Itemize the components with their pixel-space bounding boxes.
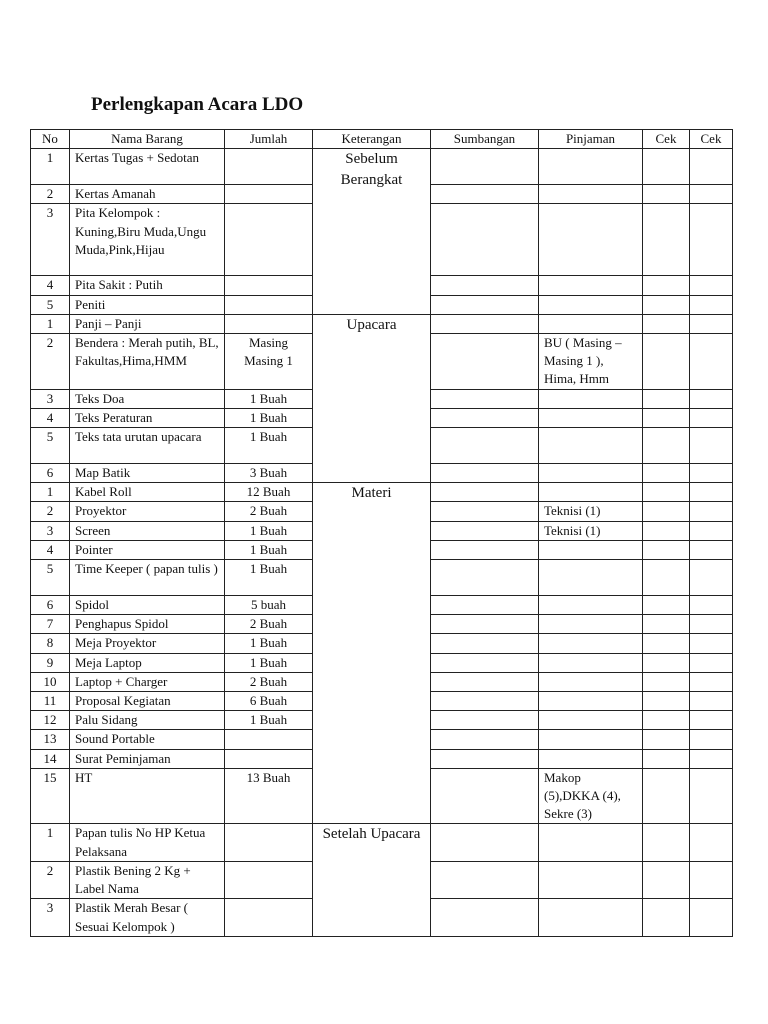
item-loan	[539, 428, 643, 464]
item-name: Kertas Tugas + Sedotan	[70, 149, 225, 185]
item-loan	[539, 204, 643, 276]
item-name: Kertas Amanah	[70, 185, 225, 204]
item-loan	[539, 749, 643, 768]
item-donation	[431, 521, 539, 540]
item-name: Pita Kelompok : Kuning,Biru Muda,Ungu Muda,Pink,Hijau	[70, 204, 225, 276]
check-cell-2	[690, 672, 733, 691]
item-name: Surat Peminjaman	[70, 749, 225, 768]
item-quantity: 1 Buah	[225, 653, 313, 672]
check-cell-1	[643, 711, 690, 730]
item-loan	[539, 899, 643, 936]
item-loan	[539, 634, 643, 653]
item-donation	[431, 560, 539, 596]
header-description: Keterangan	[313, 130, 431, 149]
item-quantity	[225, 295, 313, 314]
item-number: 2	[31, 502, 70, 521]
item-donation	[431, 653, 539, 672]
check-cell-2	[690, 861, 733, 898]
item-donation	[431, 276, 539, 295]
item-donation	[431, 824, 539, 861]
item-name: Palu Sidang	[70, 711, 225, 730]
check-cell-1	[643, 428, 690, 464]
item-quantity: 3 Buah	[225, 464, 313, 483]
item-donation	[431, 672, 539, 691]
check-cell-2	[690, 502, 733, 521]
check-cell-2	[690, 334, 733, 390]
header-loan: Pinjaman	[539, 130, 643, 149]
item-number: 3	[31, 899, 70, 936]
header-no: No	[31, 130, 70, 149]
table-row	[31, 824, 733, 861]
item-quantity: 1 Buah	[225, 634, 313, 653]
item-number: 4	[31, 540, 70, 559]
item-loan	[539, 560, 643, 596]
item-quantity: Masing Masing 1	[225, 334, 313, 390]
item-name: Meja Proyektor	[70, 634, 225, 653]
item-donation	[431, 749, 539, 768]
item-number: 14	[31, 749, 70, 768]
check-cell-2	[690, 596, 733, 615]
item-loan	[539, 276, 643, 295]
item-name: Time Keeper ( papan tulis )	[70, 560, 225, 596]
check-cell-1	[643, 768, 690, 824]
check-cell-2	[690, 483, 733, 502]
check-cell-1	[643, 824, 690, 861]
check-cell-1	[643, 672, 690, 691]
check-cell-1	[643, 692, 690, 711]
item-donation	[431, 408, 539, 427]
check-cell-2	[690, 276, 733, 295]
check-cell-2	[690, 730, 733, 749]
check-cell-1	[643, 389, 690, 408]
check-cell-1	[643, 540, 690, 559]
item-number: 3	[31, 521, 70, 540]
item-loan	[539, 861, 643, 898]
check-cell-2	[690, 768, 733, 824]
check-cell-2	[690, 428, 733, 464]
item-number: 3	[31, 204, 70, 276]
item-loan: Makop (5),DKKA (4), Sekre (3)	[539, 768, 643, 824]
section-label: Materi	[313, 483, 431, 824]
item-name: Teks Doa	[70, 389, 225, 408]
check-cell-1	[643, 730, 690, 749]
item-quantity	[225, 149, 313, 185]
page-title: Perlengkapan Acara LDO	[91, 94, 304, 115]
item-loan	[539, 185, 643, 204]
item-name: Penghapus Spidol	[70, 615, 225, 634]
check-cell-1	[643, 634, 690, 653]
check-cell-2	[690, 653, 733, 672]
item-loan	[539, 692, 643, 711]
item-loan	[539, 295, 643, 314]
item-donation	[431, 730, 539, 749]
item-donation	[431, 314, 539, 333]
item-loan	[539, 711, 643, 730]
item-quantity	[225, 730, 313, 749]
item-name: Plastik Merah Besar ( Sesuai Kelompok )	[70, 899, 225, 936]
item-name: Sound Portable	[70, 730, 225, 749]
item-number: 13	[31, 730, 70, 749]
check-cell-1	[643, 149, 690, 185]
item-name: Screen	[70, 521, 225, 540]
header-quantity: Jumlah	[225, 130, 313, 149]
item-quantity: 2 Buah	[225, 615, 313, 634]
item-name: Kabel Roll	[70, 483, 225, 502]
check-cell-1	[643, 749, 690, 768]
item-quantity: 5 buah	[225, 596, 313, 615]
item-quantity: 1 Buah	[225, 540, 313, 559]
item-loan	[539, 389, 643, 408]
check-cell-2	[690, 560, 733, 596]
item-quantity: 13 Buah	[225, 768, 313, 824]
item-donation	[431, 768, 539, 824]
section-label: Setelah Upacara	[313, 824, 431, 936]
check-cell-2	[690, 408, 733, 427]
check-cell-1	[643, 861, 690, 898]
check-cell-2	[690, 464, 733, 483]
item-name: Meja Laptop	[70, 653, 225, 672]
item-quantity	[225, 314, 313, 333]
check-cell-1	[643, 899, 690, 936]
check-cell-1	[643, 615, 690, 634]
item-donation	[431, 464, 539, 483]
item-donation	[431, 899, 539, 936]
item-donation	[431, 634, 539, 653]
check-cell-1	[643, 314, 690, 333]
check-cell-1	[643, 464, 690, 483]
check-cell-2	[690, 149, 733, 185]
item-donation	[431, 692, 539, 711]
check-cell-2	[690, 615, 733, 634]
check-cell-2	[690, 540, 733, 559]
table-row	[31, 483, 733, 502]
item-quantity: 6 Buah	[225, 692, 313, 711]
item-number: 1	[31, 483, 70, 502]
check-cell-2	[690, 295, 733, 314]
item-number: 5	[31, 295, 70, 314]
item-number: 5	[31, 428, 70, 464]
item-loan	[539, 730, 643, 749]
item-name: Proyektor	[70, 502, 225, 521]
section-label: Sebelum Berangkat	[313, 149, 431, 315]
item-name: Peniti	[70, 295, 225, 314]
item-quantity	[225, 185, 313, 204]
item-donation	[431, 149, 539, 185]
item-donation	[431, 483, 539, 502]
check-cell-2	[690, 185, 733, 204]
item-quantity: 2 Buah	[225, 502, 313, 521]
item-number: 1	[31, 314, 70, 333]
header-donation: Sumbangan	[431, 130, 539, 149]
item-quantity: 1 Buah	[225, 521, 313, 540]
item-name: Plastik Bening 2 Kg + Label Nama	[70, 861, 225, 898]
item-loan	[539, 149, 643, 185]
item-donation	[431, 615, 539, 634]
item-loan: Teknisi (1)	[539, 521, 643, 540]
check-cell-1	[643, 185, 690, 204]
item-number: 12	[31, 711, 70, 730]
item-donation	[431, 540, 539, 559]
header-check-2: Cek	[690, 130, 733, 149]
check-cell-1	[643, 653, 690, 672]
check-cell-1	[643, 502, 690, 521]
item-loan	[539, 314, 643, 333]
check-cell-1	[643, 483, 690, 502]
item-number: 10	[31, 672, 70, 691]
item-loan: Teknisi (1)	[539, 502, 643, 521]
item-number: 9	[31, 653, 70, 672]
item-quantity	[225, 276, 313, 295]
item-name: Pita Sakit : Putih	[70, 276, 225, 295]
check-cell-1	[643, 204, 690, 276]
equipment-table	[30, 129, 733, 937]
item-donation	[431, 334, 539, 390]
item-number: 11	[31, 692, 70, 711]
item-name: Proposal Kegiatan	[70, 692, 225, 711]
item-number: 6	[31, 464, 70, 483]
item-name: Spidol	[70, 596, 225, 615]
check-cell-2	[690, 692, 733, 711]
item-donation	[431, 428, 539, 464]
check-cell-2	[690, 824, 733, 861]
item-donation	[431, 204, 539, 276]
header-check-1: Cek	[643, 130, 690, 149]
check-cell-1	[643, 334, 690, 390]
item-loan	[539, 483, 643, 502]
item-donation	[431, 502, 539, 521]
item-quantity: 1 Buah	[225, 560, 313, 596]
item-quantity	[225, 861, 313, 898]
item-loan	[539, 824, 643, 861]
item-name: HT	[70, 768, 225, 824]
item-number: 5	[31, 560, 70, 596]
item-name: Teks tata urutan upacara	[70, 428, 225, 464]
header-item-name: Nama Barang	[70, 130, 225, 149]
check-cell-1	[643, 276, 690, 295]
check-cell-1	[643, 596, 690, 615]
item-quantity	[225, 204, 313, 276]
item-number: 7	[31, 615, 70, 634]
section-label: Upacara	[313, 314, 431, 482]
table-row	[31, 149, 733, 185]
check-cell-2	[690, 749, 733, 768]
item-number: 6	[31, 596, 70, 615]
check-cell-2	[690, 899, 733, 936]
check-cell-2	[690, 389, 733, 408]
item-quantity	[225, 749, 313, 768]
item-quantity: 2 Buah	[225, 672, 313, 691]
item-loan	[539, 615, 643, 634]
item-quantity: 1 Buah	[225, 408, 313, 427]
item-quantity: 1 Buah	[225, 711, 313, 730]
check-cell-2	[690, 711, 733, 730]
item-donation	[431, 711, 539, 730]
item-donation	[431, 185, 539, 204]
item-loan	[539, 596, 643, 615]
item-name: Bendera : Merah putih, BL, Fakultas,Hima,HMM	[70, 334, 225, 390]
table-row	[31, 314, 733, 333]
item-number: 4	[31, 276, 70, 295]
item-name: Map Batik	[70, 464, 225, 483]
item-name: Laptop + Charger	[70, 672, 225, 691]
item-name: Teks Peraturan	[70, 408, 225, 427]
item-number: 2	[31, 861, 70, 898]
check-cell-2	[690, 634, 733, 653]
item-number: 15	[31, 768, 70, 824]
item-number: 3	[31, 389, 70, 408]
item-donation	[431, 596, 539, 615]
check-cell-2	[690, 314, 733, 333]
item-name: Panji – Panji	[70, 314, 225, 333]
item-loan	[539, 464, 643, 483]
item-loan	[539, 540, 643, 559]
item-number: 8	[31, 634, 70, 653]
item-quantity	[225, 899, 313, 936]
item-donation	[431, 389, 539, 408]
check-cell-2	[690, 204, 733, 276]
item-name: Pointer	[70, 540, 225, 559]
item-quantity: 1 Buah	[225, 389, 313, 408]
item-quantity: 12 Buah	[225, 483, 313, 502]
item-donation	[431, 861, 539, 898]
item-loan: BU ( Masing – Masing 1 ), Hima, Hmm	[539, 334, 643, 390]
item-quantity: 1 Buah	[225, 428, 313, 464]
item-name: Papan tulis No HP Ketua Pelaksana	[70, 824, 225, 861]
item-number: 4	[31, 408, 70, 427]
check-cell-1	[643, 295, 690, 314]
item-number: 1	[31, 824, 70, 861]
check-cell-1	[643, 560, 690, 596]
item-quantity	[225, 824, 313, 861]
item-number: 1	[31, 149, 70, 185]
check-cell-1	[643, 521, 690, 540]
item-number: 2	[31, 334, 70, 390]
table-header-row	[31, 130, 733, 149]
item-loan	[539, 653, 643, 672]
item-loan	[539, 408, 643, 427]
check-cell-2	[690, 521, 733, 540]
item-loan	[539, 672, 643, 691]
check-cell-1	[643, 408, 690, 427]
item-number: 2	[31, 185, 70, 204]
table-body	[31, 149, 733, 937]
item-donation	[431, 295, 539, 314]
